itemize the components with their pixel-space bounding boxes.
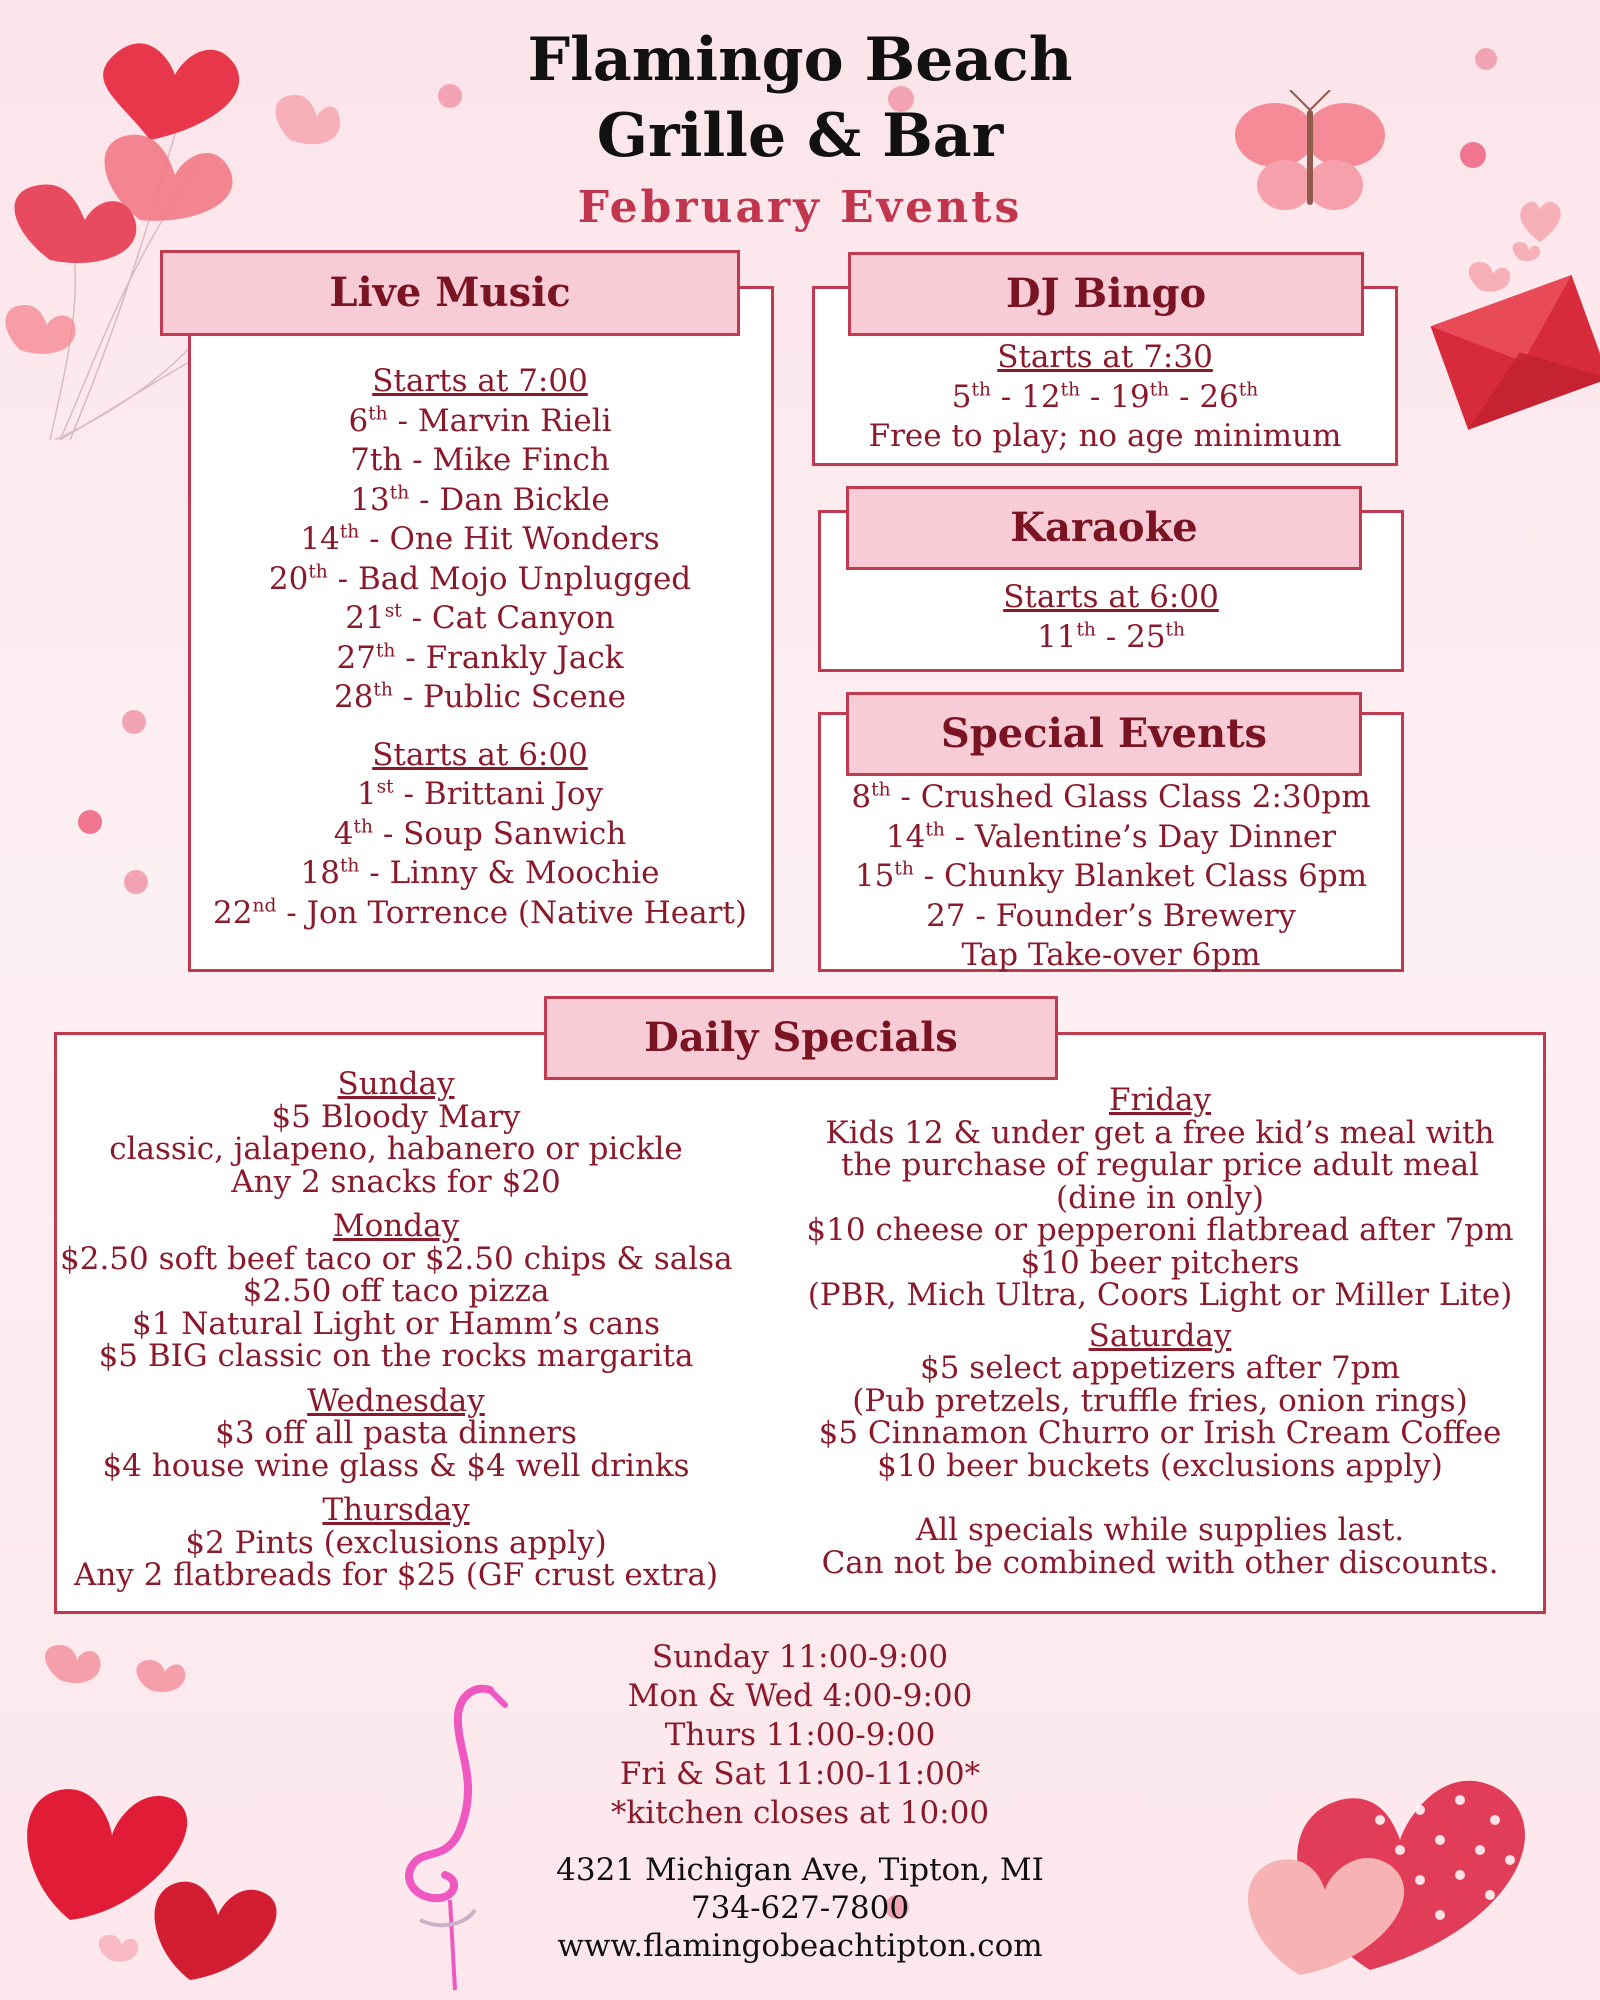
live-music-item: 13th - Dan Bickle: [350, 481, 610, 518]
live-music-list: [190, 362, 770, 933]
hours-line: Mon & Wed 4:00-9:00: [627, 1678, 973, 1714]
title-line-1: Flamingo Beach: [527, 25, 1073, 95]
special-day-saturday: Saturday: [1088, 1317, 1232, 1354]
special-day-monday: Monday: [332, 1208, 460, 1244]
decor-dot: [122, 710, 146, 734]
special-event-item: 14th - Valentine’s Day Dinner: [885, 818, 1337, 855]
karaoke-content: [820, 578, 1402, 657]
special-line: $1 Natural Light or Hamm’s cans: [132, 1305, 660, 1342]
website-link[interactable]: www.flamingobeachtipton.com: [557, 1928, 1043, 1964]
special-line: (Pub pretzels, truffle fries, onion rings): [852, 1382, 1468, 1419]
special-events-heading: [846, 692, 1362, 776]
special-day-wednesday: Wednesday: [307, 1382, 485, 1419]
special-line: the purchase of regular price adult meal: [841, 1147, 1479, 1183]
page-title: [0, 22, 1600, 174]
address: 4321 Michigan Ave, Tipton, MI: [556, 1852, 1044, 1888]
special-day-sunday: Sunday: [337, 1066, 455, 1102]
contact-info: [400, 1851, 1200, 1965]
special-line: classic, jalapeno, habanero or pickle: [109, 1131, 683, 1167]
hearts-bottom-right-decoration: [1230, 1700, 1570, 1980]
phone-number[interactable]: 734-627-7800: [690, 1890, 910, 1926]
special-line: Any 2 snacks for $20: [231, 1163, 561, 1200]
special-line: $5 BIG classic on the rocks margarita: [98, 1338, 694, 1374]
special-line: $2.50 soft beef taco or $2.50 chips & salsa: [60, 1240, 733, 1277]
hearts-bottom-left-decoration: [0, 1620, 340, 2000]
daily-specials-left: [60, 1068, 732, 1592]
live-music-heading-text: Live Music: [329, 269, 571, 316]
dj-bingo-time: Starts at 7:30: [997, 339, 1213, 375]
special-line: $10 beer pitchers: [1020, 1244, 1300, 1281]
special-line: $10 cheese or pepperoni flatbread after 7pm: [806, 1212, 1514, 1248]
daily-specials-heading-text: Daily Specials: [644, 1014, 958, 1061]
specials-disclaimer: Can not be combined with other discounts.: [821, 1544, 1499, 1581]
hours-line: Sunday 11:00-9:00: [651, 1639, 949, 1675]
special-line: $5 Cinnamon Churro or Irish Cream Coffee: [818, 1415, 1502, 1451]
karaoke-dates: 11th - 25th: [1037, 618, 1185, 655]
live-music-item: 14th - One Hit Wonders: [300, 521, 660, 557]
dj-bingo-note: Free to play; no age minimum: [868, 418, 1342, 454]
dj-bingo-content: [814, 338, 1396, 457]
decor-dot: [78, 810, 102, 834]
special-event-item: Tap Take-over 6pm: [961, 937, 1261, 973]
live-music-item: 22nd - Jon Torrence (Native Heart): [213, 894, 747, 931]
special-line: $5 Bloody Mary: [271, 1098, 521, 1135]
special-day-friday: Friday: [1108, 1082, 1212, 1118]
live-music-heading: [160, 250, 740, 336]
special-day-thursday: Thursday: [322, 1492, 470, 1528]
live-music-item: 4th - Soup Sanwich: [333, 815, 627, 852]
daily-specials-right: [790, 1084, 1530, 1579]
decor-dot: [124, 870, 148, 894]
hours-line: Fri & Sat 11:00-11:00*: [619, 1756, 981, 1792]
live-music-time-7: Starts at 7:00: [372, 363, 588, 399]
special-event-item: 8th - Crushed Glass Class 2:30pm: [851, 779, 1371, 815]
live-music-item: 28th - Public Scene: [333, 679, 627, 715]
special-line: (dine in only): [1056, 1179, 1264, 1216]
special-line: (PBR, Mich Ultra, Coors Light or Miller Lite): [807, 1277, 1513, 1313]
title-line-2: Grille & Bar: [596, 101, 1004, 171]
live-music-item: 6th - Marvin Rieli: [348, 402, 612, 439]
special-event-item: 15th - Chunky Blanket Class 6pm: [854, 858, 1368, 894]
specials-disclaimer: All specials while supplies last.: [915, 1512, 1405, 1548]
dj-bingo-dates: 5th - 12th - 19th - 26th: [951, 378, 1259, 415]
live-music-item: 20th - Bad Mojo Unplugged: [268, 560, 692, 597]
karaoke-heading: [846, 486, 1362, 570]
hours-line: Thurs 11:00-9:00: [664, 1717, 936, 1753]
page-subtitle: February Events: [577, 182, 1023, 233]
opening-hours: [400, 1638, 1200, 1833]
special-line: Any 2 flatbreads for $25 (GF crust extra): [73, 1557, 719, 1593]
live-music-item: 27th - Frankly Jack: [336, 639, 624, 676]
special-line: $2 Pints (exclusions apply): [185, 1524, 607, 1561]
live-music-item: 1st - Brittani Joy: [356, 776, 604, 812]
dj-bingo-heading: [848, 252, 1364, 336]
special-events-list: [820, 778, 1402, 976]
special-line: $3 off all pasta dinners: [215, 1415, 577, 1451]
special-event-item: 27 - Founder’s Brewery: [926, 897, 1296, 934]
live-music-item: 7th - Mike Finch: [350, 442, 610, 478]
live-music-time-6: Starts at 6:00: [372, 736, 588, 773]
special-line: $5 select appetizers after 7pm: [919, 1350, 1401, 1386]
special-line: $4 house wine glass & $4 well drinks: [102, 1447, 690, 1484]
live-music-item: 18th - Linny & Moochie: [300, 855, 660, 891]
special-line: $10 beer buckets (exclusions apply): [877, 1447, 1443, 1484]
envelope-icon: [1420, 240, 1600, 440]
hours-line: *kitchen closes at 10:00: [610, 1795, 990, 1831]
dj-bingo-heading-text: DJ Bingo: [1005, 270, 1207, 317]
special-line: $2.50 off taco pizza: [242, 1273, 550, 1309]
special-events-heading-text: Special Events: [940, 710, 1268, 757]
special-line: Kids 12 & under get a free kid’s meal with: [825, 1114, 1495, 1151]
live-music-item: 21st - Cat Canyon: [345, 600, 615, 636]
karaoke-heading-text: Karaoke: [1010, 504, 1198, 551]
karaoke-time: Starts at 6:00: [1003, 579, 1219, 615]
